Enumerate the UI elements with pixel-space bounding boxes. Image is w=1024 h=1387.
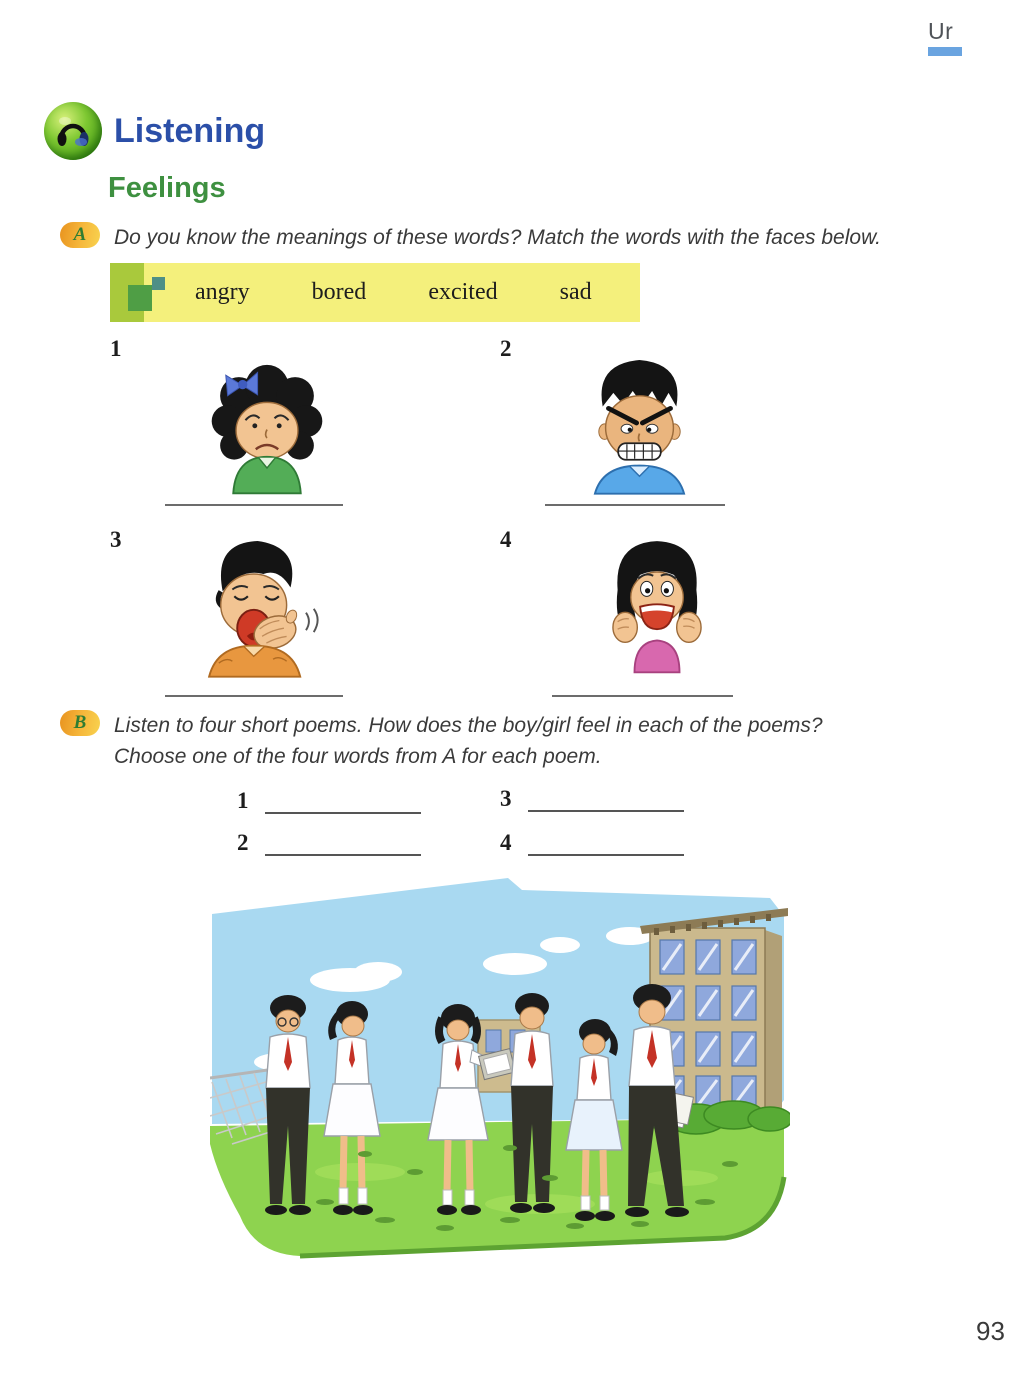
poem-answer-1: 1 — [237, 786, 421, 814]
word-bored: bored — [311, 279, 367, 305]
section-a-instruction: Do you know the meanings of these words? Match the words with the faces below. — [114, 226, 881, 249]
face-item-3 — [110, 527, 450, 717]
page-title: Listening — [114, 111, 266, 150]
section-b — [60, 710, 970, 772]
poem-answer-2: 2 — [237, 828, 421, 856]
word-bank-words — [195, 263, 592, 322]
headphones-glyph — [51, 109, 95, 153]
word-excited: excited — [428, 279, 498, 305]
face-item-2 — [500, 336, 840, 526]
face-number: 1 — [110, 336, 122, 361]
poem-answer-blank-3[interactable] — [528, 784, 684, 812]
face-number: 2 — [500, 336, 512, 361]
section-b-instruction: Listen to four short poems. How does the boy/girl feel in each of the poems? Choose one of the four words from A for each poem. — [114, 714, 823, 768]
poem-answer-blank-2[interactable] — [265, 828, 421, 856]
section-a-badge: A — [60, 222, 100, 248]
unit-label: Ur — [928, 18, 954, 44]
students-schoolyard-illustration — [210, 872, 790, 1264]
sad-girl-face-icon — [192, 348, 342, 498]
face-item-1 — [110, 336, 450, 526]
face-answer-blank-3[interactable] — [165, 695, 343, 697]
face-item-4 — [500, 527, 840, 717]
page-number: 93 — [976, 1316, 1005, 1346]
poem-answer-3: 3 — [500, 784, 684, 812]
section-a — [60, 222, 960, 253]
face-answer-blank-4[interactable] — [552, 695, 733, 697]
face-answer-blank-2[interactable] — [545, 504, 725, 506]
section-b-badge: B — [60, 710, 100, 736]
word-sad: sad — [559, 279, 592, 305]
lesson-subtitle: Feelings — [108, 172, 226, 204]
excited-girl-face-icon — [582, 527, 732, 677]
word-bank — [110, 263, 640, 322]
face-answer-blank-1[interactable] — [165, 504, 343, 506]
angry-man-face-icon — [562, 346, 717, 496]
poem-answer-blank-4[interactable] — [528, 828, 684, 856]
poem-answer-blank-1[interactable] — [265, 786, 421, 814]
word-angry: angry — [195, 279, 250, 305]
unit-tab — [928, 18, 962, 56]
green-squares-decoration-icon — [110, 263, 144, 322]
headphones-icon — [44, 102, 102, 160]
face-number: 4 — [500, 527, 512, 552]
poem-answer-4: 4 — [500, 828, 684, 856]
face-number: 3 — [110, 527, 122, 552]
unit-tab-bar — [928, 47, 962, 56]
yawning-man-face-icon — [182, 529, 337, 679]
listening-header — [44, 102, 265, 160]
